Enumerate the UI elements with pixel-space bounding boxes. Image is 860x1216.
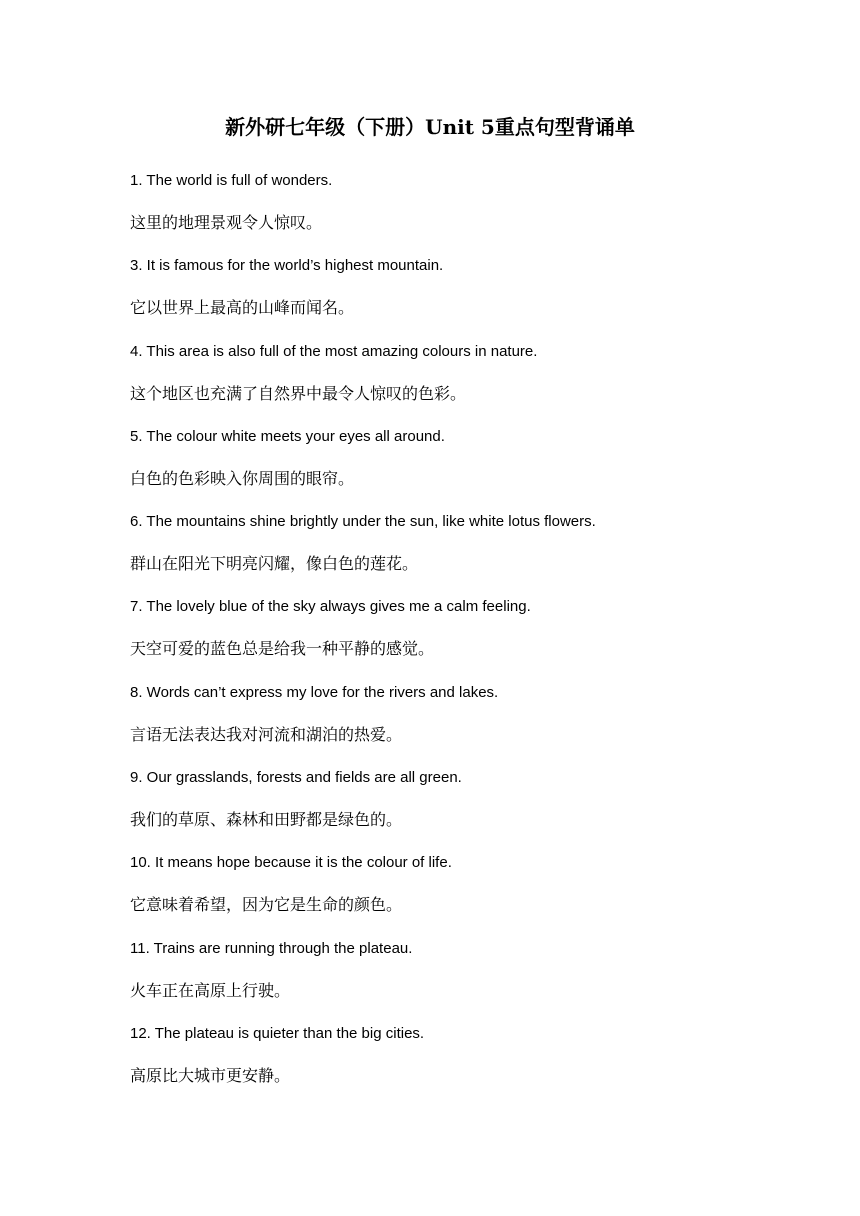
english-sentence: 8. Words can’t express my love for the rivers and lakes. xyxy=(130,683,499,701)
sentence-item xyxy=(130,596,770,681)
sentence-item xyxy=(130,511,770,596)
chinese-translation: 白色的色彩映入你周围的眼帘。 xyxy=(130,468,355,488)
sentence-item xyxy=(130,341,770,426)
english-sentence: 4. This area is also full of the most amazing colours in nature. xyxy=(130,342,538,360)
sentence-item xyxy=(130,426,770,511)
sentence-item xyxy=(130,170,770,255)
english-sentence: 1. The world is full of wonders. xyxy=(130,172,333,189)
sentence-item xyxy=(130,852,770,937)
chinese-translation: 高原比大城市更安静。 xyxy=(130,1065,291,1085)
sentence-list xyxy=(130,170,770,1108)
english-sentence: 11. Trains are running through the plateau. xyxy=(130,939,413,957)
english-sentence: 5. The colour white meets your eyes all around. xyxy=(130,427,445,445)
chinese-translation: 言语无法表达我对河流和湖泊的热爱。 xyxy=(130,724,403,744)
english-sentence: 6. The mountains shine brightly under the sun, like white lotus flowers. xyxy=(130,513,596,531)
chinese-translation: 这个地区也充满了自然界中最令人惊叹的色彩。 xyxy=(130,383,467,403)
sentence-item xyxy=(130,767,770,852)
sentence-item xyxy=(130,938,770,1023)
chinese-translation: 这里的地理景观令人惊叹。 xyxy=(130,213,323,232)
sentence-item xyxy=(130,255,770,340)
chinese-translation: 它意味着希望，因为它是生命的颜色。 xyxy=(130,895,403,915)
chinese-translation: 我们的草原、森林和田野都是绿色的。 xyxy=(130,810,403,830)
chinese-translation: 天空可爱的蓝色总是给我一种平静的感觉。 xyxy=(130,639,435,659)
english-sentence: 3. It is famous for the world’s highest mountain. xyxy=(130,257,444,275)
sentence-item xyxy=(130,1023,770,1108)
english-sentence: 7. The lovely blue of the sky always gives me a calm feeling. xyxy=(130,598,531,616)
chinese-translation: 它以世界上最高的山峰而闻名。 xyxy=(130,298,355,318)
sentence-item xyxy=(130,682,770,767)
english-sentence: 10. It means hope because it is the colour of life. xyxy=(130,854,452,872)
english-sentence: 12. The plateau is quieter than the big cities. xyxy=(130,1024,425,1042)
english-sentence: 9. Our grasslands, forests and fields are all green. xyxy=(130,769,462,787)
page-title: 新外研七年级（下册）Unit 5重点句型背诵单 xyxy=(225,115,635,139)
chinese-translation: 群山在阳光下明亮闪耀，像白色的莲花。 xyxy=(130,554,419,574)
chinese-translation: 火车正在高原上行驶。 xyxy=(130,980,291,1000)
